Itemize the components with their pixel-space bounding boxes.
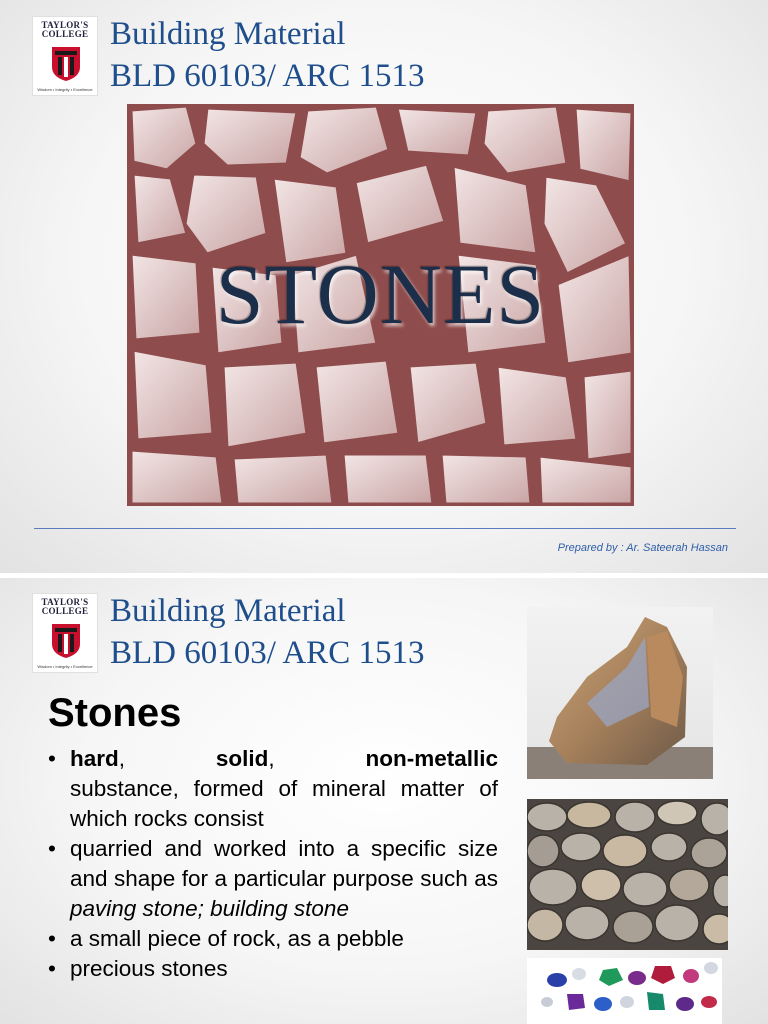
taylors-shield-icon xyxy=(46,620,86,660)
course-title: Building Material xyxy=(110,16,346,52)
pebble-wall-photo xyxy=(527,799,728,950)
logo-text-line2: COLLEGE xyxy=(41,29,89,39)
content-slide xyxy=(0,578,768,1024)
bullet-item-pebble xyxy=(46,924,498,954)
logo-tagline: Wisdom • Integrity • Excellence xyxy=(37,87,93,92)
college-logo xyxy=(32,16,98,96)
stone-wall-image xyxy=(127,104,634,506)
logo-text-line1: TAYLOR'S xyxy=(41,597,89,607)
slide-heading: Stones xyxy=(48,691,182,735)
author-credit: Prepared by : Ar. Sateerah Hassan xyxy=(557,542,728,554)
term-solid: solid, xyxy=(215,746,275,771)
course-title: Building Material xyxy=(110,593,346,629)
term-non-metallic: non-metallic xyxy=(365,746,498,771)
rock-photo xyxy=(527,607,713,779)
bullet-item-precious xyxy=(46,954,498,984)
logo-text-line1: TAYLOR'S xyxy=(41,20,89,30)
taylors-shield-icon xyxy=(46,43,86,83)
bullet-text: substance, formed of mineral matter of which rocks consist xyxy=(70,776,498,831)
term-hard: • hard, xyxy=(70,746,126,771)
hero-title: STONES xyxy=(215,246,546,342)
bullet-line xyxy=(70,744,498,774)
course-code: BLD 60103/ ARC 1513 xyxy=(110,635,425,671)
bullet-item-quarried xyxy=(46,834,498,924)
bullet-text: quarried and worked into a specific size and shape for a particular purpose such as xyxy=(70,836,498,891)
bullet-examples: paving stone; building stone xyxy=(70,896,349,921)
college-logo xyxy=(32,593,98,673)
logo-text-line2: COLLEGE xyxy=(41,606,89,616)
logo-tagline: Wisdom • Integrity • Excellence xyxy=(37,664,93,669)
divider-line xyxy=(34,528,736,529)
bullet-list xyxy=(46,744,498,984)
bullet-item-definition xyxy=(46,744,498,834)
course-code: BLD 60103/ ARC 1513 xyxy=(110,58,425,94)
bullet-text: a small piece of rock, as a pebble xyxy=(70,926,404,951)
gemstones-photo xyxy=(527,958,722,1024)
bullet-text: precious stones xyxy=(70,956,228,981)
